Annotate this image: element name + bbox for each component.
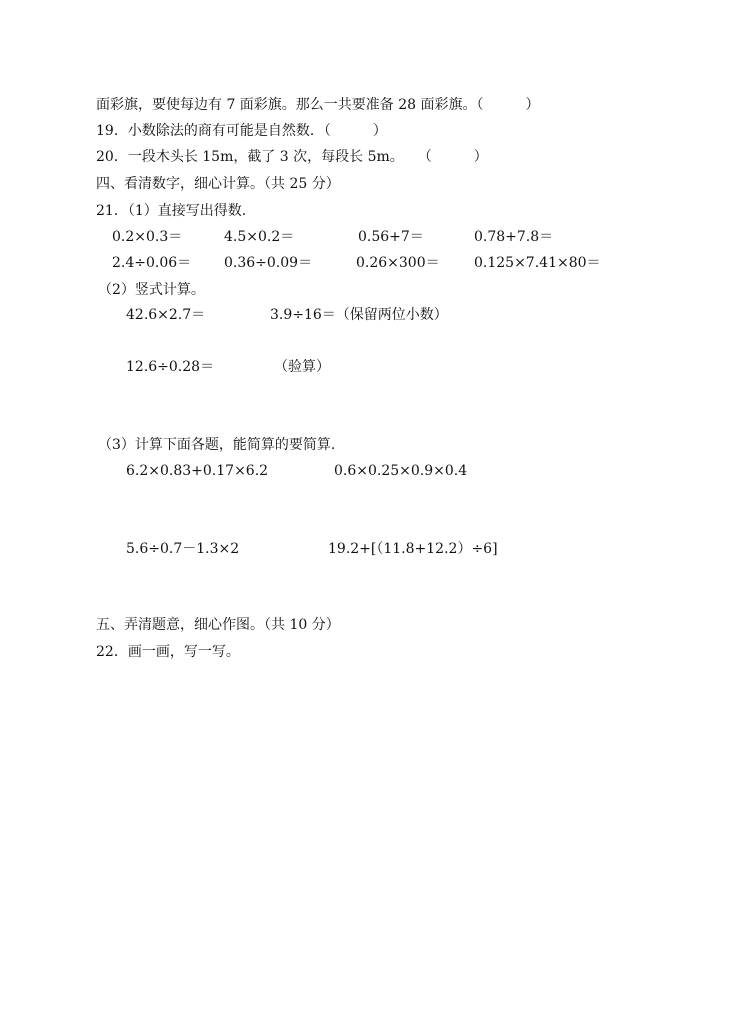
direct-calc-item: 0.125×7.41×80＝ bbox=[474, 255, 601, 271]
direct-calc-item: 0.26×300＝ bbox=[356, 255, 440, 271]
question-18-continuation: 面彩旗，要使每边有 7 面彩旗。那么一共要准备 28 面彩旗。（ ） bbox=[96, 97, 540, 113]
vertical-calc-item: 3.9÷16＝（保留两位小数） bbox=[270, 307, 448, 323]
verification-note: （验算） bbox=[274, 359, 330, 375]
question-21-part2: （2）竖式计算。 bbox=[98, 282, 205, 298]
question-22: 22．画一画，写一写。 bbox=[96, 644, 240, 660]
direct-calc-item: 0.56+7＝ bbox=[358, 229, 424, 245]
question-21-part3: （3）计算下面各题，能简算的要简算. bbox=[98, 437, 336, 453]
question-21-part1: 21．（1）直接写出得数. bbox=[96, 203, 247, 219]
vertical-calc-item: 12.6÷0.28＝ bbox=[126, 359, 215, 375]
section-4-heading: 四、看清数字，细心计算。（共 25 分） bbox=[96, 176, 340, 192]
simplify-calc-item: 5.6÷0.7－1.3×2 bbox=[126, 541, 240, 557]
simplify-calc-item: 0.6×0.25×0.9×0.4 bbox=[334, 463, 468, 479]
direct-calc-item: 0.36÷0.09＝ bbox=[224, 255, 313, 271]
question-20: 20．一段木头长 15m，截了 3 次，每段长 5m。 （ ） bbox=[96, 149, 488, 165]
direct-calc-item: 2.4÷0.06＝ bbox=[112, 255, 192, 271]
simplify-calc-item: 6.2×0.83+0.17×6.2 bbox=[126, 463, 269, 479]
section-5-heading: 五、弄清题意，细心作图。（共 10 分） bbox=[96, 617, 340, 633]
vertical-calc-item: 42.6×2.7＝ bbox=[126, 307, 206, 323]
question-19: 19．小数除法的商有可能是自然数．（ ） bbox=[96, 123, 387, 139]
simplify-calc-item: 19.2+[（11.8+12.2）÷6] bbox=[328, 541, 498, 557]
direct-calc-item: 0.78+7.8＝ bbox=[474, 229, 554, 245]
direct-calc-item: 4.5×0.2＝ bbox=[224, 229, 295, 245]
direct-calc-item: 0.2×0.3＝ bbox=[112, 229, 183, 245]
